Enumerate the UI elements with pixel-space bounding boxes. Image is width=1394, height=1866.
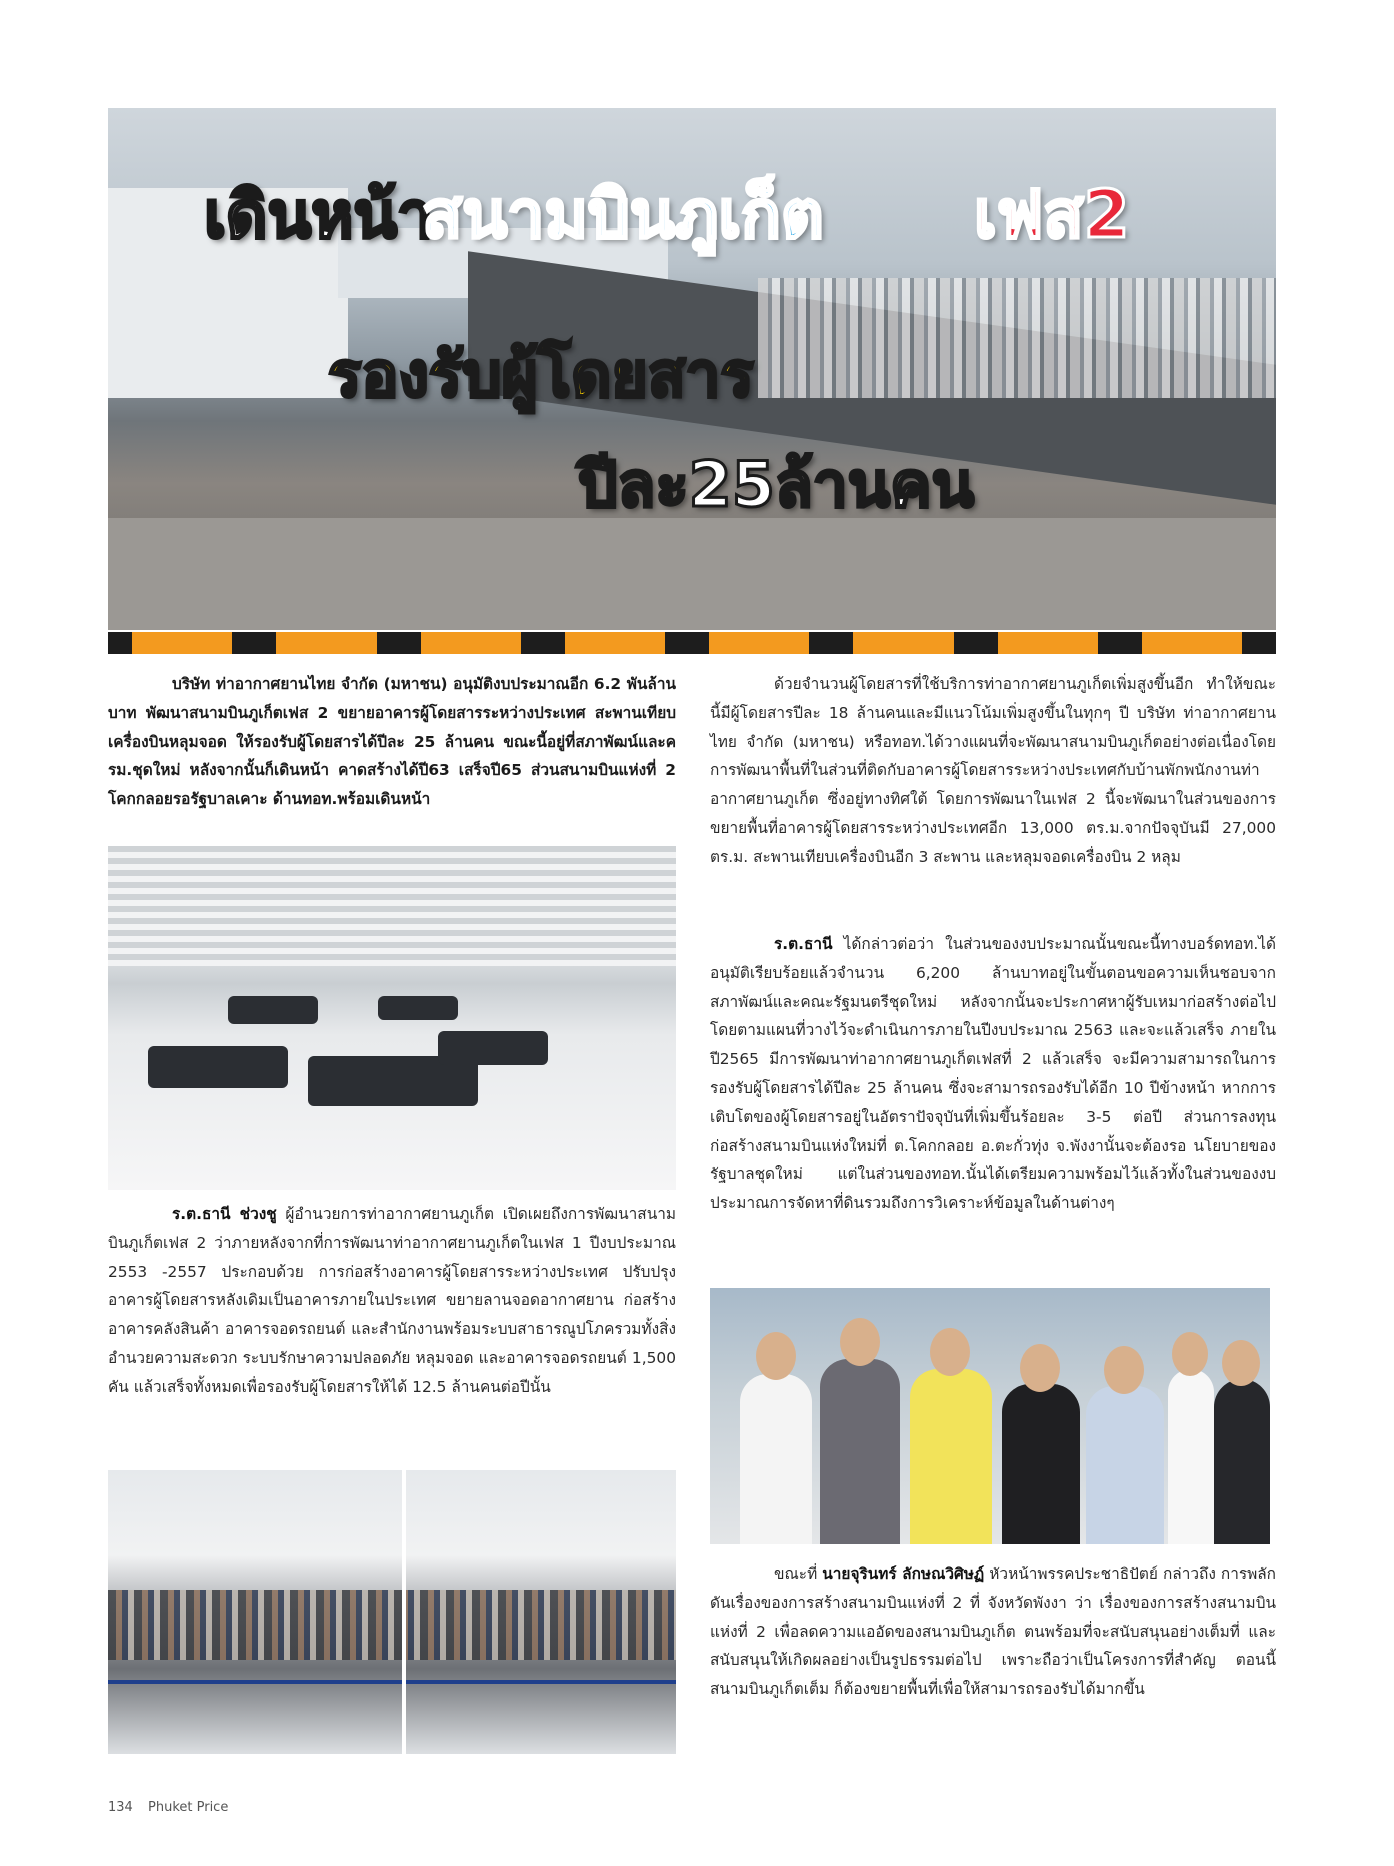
parking-lot xyxy=(758,278,1276,398)
magazine-name: Phuket Price xyxy=(148,1800,229,1815)
stripe-segment xyxy=(1242,632,1276,654)
person-head xyxy=(1172,1332,1208,1376)
person-head xyxy=(840,1318,880,1366)
check-in-crowd-photo xyxy=(108,1470,676,1754)
terminal-seating-photo xyxy=(108,846,676,1190)
seat-row xyxy=(438,1031,548,1065)
foreground-ground xyxy=(108,518,1276,630)
person-head xyxy=(930,1328,970,1376)
stripe-segment xyxy=(377,632,421,654)
stripe-segment xyxy=(998,632,1098,654)
title-part2: สนามบินภูเก็ต xyxy=(422,176,824,253)
stripe-segment xyxy=(565,632,665,654)
title-part1: เดินหน้า xyxy=(204,179,434,253)
person-head xyxy=(1104,1346,1144,1394)
page-number: 134 xyxy=(108,1800,133,1815)
paragraph-2: ร.ต.ธานี ช่วงชู ผู้อำนวยการท่าอากาศยานภูเก็ต เปิดเผยถึงการพัฒนาสนามบินภูเก็ตเฟส 2 ว่าภายหลังจากที่การพัฒนาท่าอากาศยานภูเก็ตในเฟส 1 ปีงบประมาณ 2553 -2557 ประกอบด้วย การก่อสร้างอาคารผู้โดยสารระหว่างประเทศ ปรับปรุงอาคารผู้โดยสารหลังเดิมเป็นอาคารภายในประเทศ ขยายลานจอดอากาศยาน ก่อสร้างอาคารคลังสินค้า อาคารจอดรถยนต์ และสำนักงานพร้อมระบบสาธารณูปโภครวมทั้งสิ่งอำนวยความสะดวก ระบบรักษาความปลอดภัย หลุมจอด และอาคารจอดรถยนต์ 1,500 คัน แล้วเสร็จทั้งหมดเพื่อรองรับผู้โดยสารให้ได้ 12.5 ล้านคนต่อปีนั้น xyxy=(108,1205,676,1396)
person-head xyxy=(1222,1340,1260,1386)
paragraph-5: ขณะที่ นายจุรินทร์ ลักษณวิศิษฏ์ หัวหน้าพรรคประชาธิปัตย์ กล่าวถึง การพลักดันเรื่องของการสร้างสนามบินแห่งที่ 2 ที่ จังหวัดพังงา ว่า เรื่องของการสร้างสนามบินแห่งที่ 2 เพื่อลดความแออัดของสนามบินภูเก็ต ตนพร้อมที่จะสนับสนุนอย่างเต็มที่ และสนับสนุนให้เกิดผลอย่างเป็นรูปธรรมต่อไป เพราะถือว่าเป็นโครงการที่สำคัญ ตอนนี้สนามบินภูเก็ตเต็ม ก็ต้องขยายพื้นที่เพื่อให้สามารถรองรับได้มากขึ้น xyxy=(710,1565,1277,1699)
person xyxy=(910,1369,992,1544)
stripe-segment xyxy=(1098,632,1142,654)
seat-row xyxy=(228,996,318,1024)
group-photo xyxy=(710,1288,1270,1544)
stripe-segment xyxy=(132,632,232,654)
stripe-segment xyxy=(521,632,565,654)
hero-image xyxy=(108,108,1276,630)
seat-row xyxy=(378,996,458,1020)
person-head xyxy=(756,1332,796,1380)
lead-paragraph: บริษัท ท่าอากาศยานไทย จำกัด (มหาชน) อนุมัติงบประมาณอีก 6.2 พันล้านบาท พัฒนาสนามบินภูเก็ตเฟส 2 ขยายอาคารผู้โดยสารระหว่างประเทศ สะพานเทียบเครื่องบินหลุมจอด ให้รองรับผู้โดยสารได้ปีละ 25 ล้านคน ขณะนี้อยู่ที่สภาพัฒน์และครม.ชุดใหม่ หลังจากนั้นก็เดินหน้า คาดสร้างได้ปี63 เสร็จปี65 ส่วนสนามบินแห่งที่ 2 โคกกลอยรอรัฐบาลเคาะ ด้านทอท.พร้อมเดินหน้า xyxy=(108,675,676,809)
title-line2: รองรับผู้โดยสาร xyxy=(328,338,754,411)
title-part3: เฟส2 xyxy=(974,176,1130,253)
person xyxy=(1214,1379,1270,1544)
seat-row xyxy=(148,1046,288,1088)
stripe-segment xyxy=(421,632,521,654)
photo-divider xyxy=(402,1470,406,1754)
paragraph-3: ด้วยจำนวนผู้โดยสารที่ใช้บริการท่าอากาศยานภูเก็ตเพิ่มสูงขึ้นอีก ทำให้ขณะนี้มีผู้โดยสารปีละ 18 ล้านคนและมีแนวโน้มเพิ่มสูงขึ้นในทุกๆ ปี บริษัท ท่าอากาศยานไทย จำกัด (มหาชน) หรือทอท.ได้วางแผนที่จะพัฒนาสนามบินภูเก็ตอย่างต่อเนื่องโดยการพัฒนาพื้นที่ในส่วนที่ติดกับอาคารผู้โดยสารระหว่างประเทศกับบ้านพักพนักงานท่าอากาศยานภูเก็ต ซึ่งอยู่ทางทิศใต้ โดยการพัฒนาในเฟส 2 นี้จะพัฒนาในส่วนของการขยายพื้นที่อาคารผู้โดยสารระหว่างประเทศอีก 13,000 ตร.ม.จากปัจจุบันมี 27,000 ตร.ม. สะพานเทียบเครื่องบินอีก 3 สะพาน และหลุมจอดเครื่องบิน 2 หลุม xyxy=(710,675,1276,866)
stripe-segment xyxy=(108,632,132,654)
title-line3: ปีละ25ล้านคน xyxy=(578,448,974,521)
ceiling-slats xyxy=(108,846,676,966)
accent-stripe xyxy=(108,632,1276,654)
stripe-segment xyxy=(954,632,998,654)
passenger-crowd xyxy=(108,1590,676,1660)
paragraph-4: ร.ต.ธานี ได้กล่าวต่อว่า ในส่วนของงบประมาณนั้นขณะนี้ทางบอร์ดทอท.ได้อนุมัติเรียบร้อยแล้วจำนวน 6,200 ล้านบาทอยู่ในขั้นตอนขอความเห็นชอบจากสภาพัฒน์และคณะรัฐมนตรีชุดใหม่ หลังจากนั้นจะประกาศหาผู้รับเหมาก่อสร้างต่อไป โดยตามแผนที่วางไว้จะดำเนินการภายในปีงบประมาณ 2563 และจะแล้วเสร็จ ภายในปี2565 มีการพัฒนาท่าอากาศยานภูเก็ตเฟสที่ 2 แล้วเสร็จ จะมีความสามารถในการรองรับผู้โดยสารได้ปีละ 25 ล้านคน ซึ่งจะสามารถรองรับได้อีก 10 ปีข้างหน้า หากการเติบโตของผู้โดยสารอยู่ในอัตราปัจจุบันที่เพิ่มขึ้นร้อยละ 3-5 ต่อปี ส่วนการลงทุนก่อสร้างสนามบินแห่งใหม่ที่ ต.โคกกลอย อ.ตะกั่วทุ่ง จ.พังงานั้นจะต้องรอ นโยบายของรัฐบาลชุดใหม่ แต่ในส่วนของทอท.นั้นได้เตรียมความพร้อมไว้แล้วทั้งในส่วนของงบประมาณการจัดหาที่ดินรวมถึงการวิเคราะห์ข้อมูลในด้านต่างๆ xyxy=(710,935,1276,1213)
person xyxy=(1086,1386,1164,1544)
stripe-segment xyxy=(665,632,709,654)
stripe-segment xyxy=(853,632,953,654)
person-head xyxy=(1020,1344,1060,1392)
person xyxy=(740,1374,812,1544)
person xyxy=(1002,1384,1080,1544)
stripe-segment xyxy=(1142,632,1242,654)
person xyxy=(820,1359,900,1544)
stripe-segment xyxy=(276,632,376,654)
stripe-segment xyxy=(232,632,276,654)
queue-rope xyxy=(108,1680,676,1684)
stripe-segment xyxy=(709,632,809,654)
stripe-segment xyxy=(809,632,853,654)
person xyxy=(1168,1369,1214,1544)
